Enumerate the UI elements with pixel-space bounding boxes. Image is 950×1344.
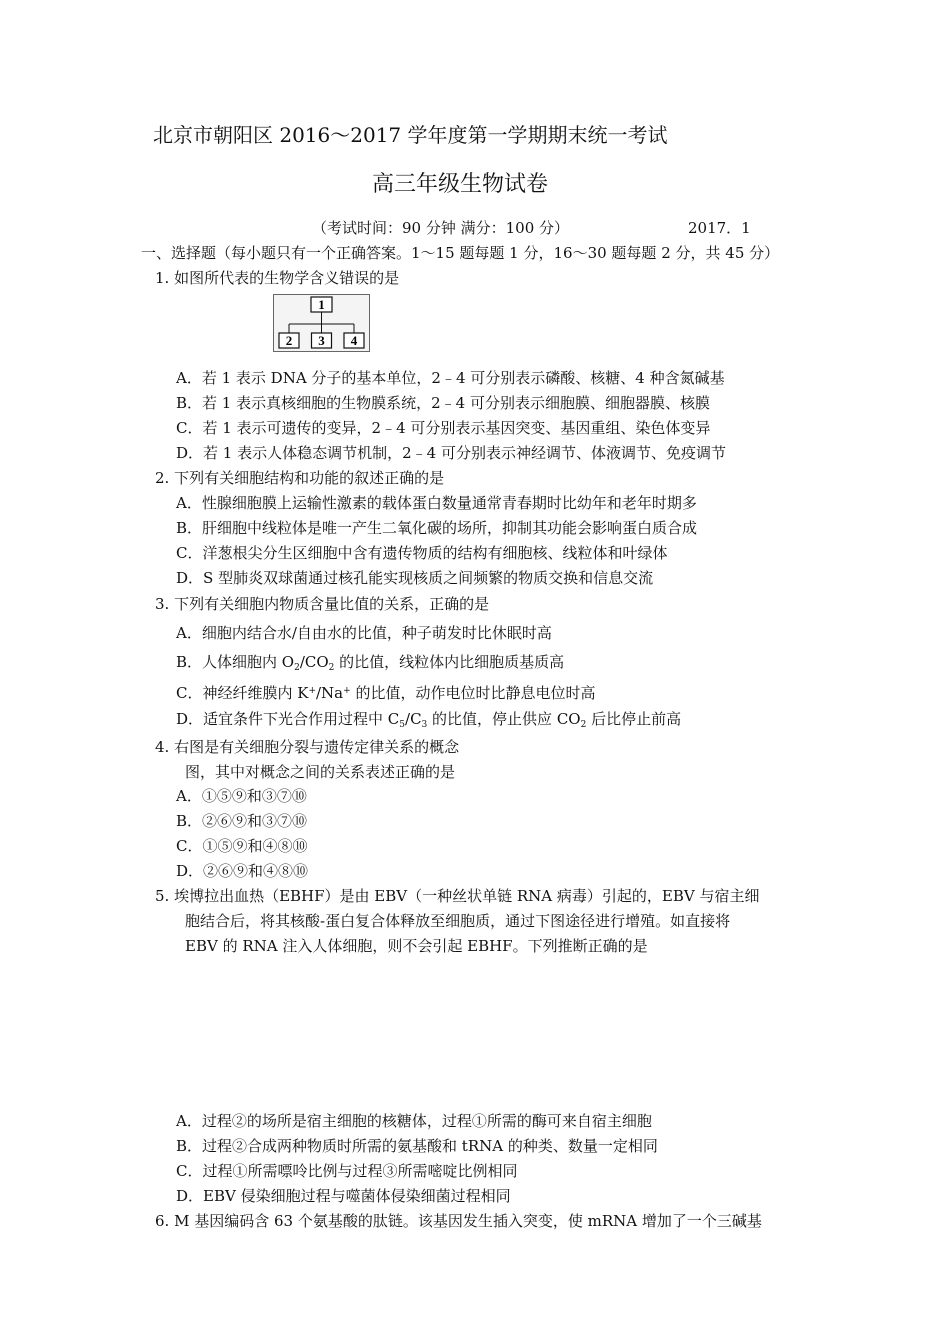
question-6-stem: 6. M 基因编码含 63 个氨基酸的肽链。该基因发生插入突变，使 mRNA 增加了一个三碱基 xyxy=(155,1212,762,1230)
q3d-mid2: 的比值，停止供应 CO xyxy=(427,710,581,728)
q3c-post: 的比值，动作电位时比静息电位时高 xyxy=(350,684,596,702)
q3-option-c xyxy=(176,681,595,703)
q1-option-d: D．若 1 表示人体稳态调节机制，2﹣4 可分别表示神经调节、体液调节、免疫调节 xyxy=(176,444,726,462)
q3d-mid: /C xyxy=(405,710,422,728)
q3d-sub-2: 3 xyxy=(421,720,428,730)
question-4-stem-line2: 图，其中对概念之间的关系表述正确的是 xyxy=(185,763,456,781)
q3b-post: 的比值，线粒体内比细胞质基质高 xyxy=(334,653,565,671)
question-4-stem-line1: 4. 右图是有关细胞分裂与遗传定律关系的概念 xyxy=(155,738,460,756)
q5-option-d: D．EBV 侵染细胞过程与噬菌体侵染细菌过程相同 xyxy=(176,1187,511,1205)
question-5-stem-line3: EBV 的 RNA 注入人体细胞，则不会引起 EBHF。下列推断正确的是 xyxy=(185,937,648,955)
q4-option-c: C．①⑤⑨和④⑧⑩ xyxy=(176,837,308,855)
q3c-pre: C．神经纤维膜内 K xyxy=(176,684,309,702)
q3c-sup-2: + xyxy=(343,686,351,696)
q3d-post: 后比停止前高 xyxy=(586,710,682,728)
q2-option-c: C．洋葱根尖分生区细胞中含有遗传物质的结构有细胞核、线粒体和叶绿体 xyxy=(176,544,668,562)
q3d-sub-3: 2 xyxy=(580,720,587,730)
q3-option-b xyxy=(176,652,564,678)
exam-title: 北京市朝阳区 2016～2017 学年度第一学期期末统一考试 xyxy=(153,123,668,147)
q4-option-d: D．②⑥⑨和④⑧⑩ xyxy=(176,862,309,880)
q3c-sup-1: + xyxy=(308,686,316,696)
q5-option-b: B．过程②合成两种物质时所需的氨基酸和 tRNA 的种类、数量一定相同 xyxy=(176,1137,658,1155)
q1-option-b: B．若 1 表示真核细胞的生物膜系统，2﹣4 可分别表示细胞膜、细胞器膜、核膜 xyxy=(176,394,710,412)
q1-option-a: A．若 1 表示 DNA 分子的基本单位，2﹣4 可分别表示磷酸、核糖、4 种含氮碱基 xyxy=(176,369,725,387)
q2-option-b: B．肝细胞中线粒体是唯一产生二氧化碳的场所，抑制其功能会影响蛋白质合成 xyxy=(176,519,698,537)
q3b-pre: B．人体细胞内 O xyxy=(176,653,295,671)
q3-option-d xyxy=(176,709,681,735)
concept-tree-svg xyxy=(274,295,369,351)
q2-option-d: D．S 型肺炎双球菌通过核孔能实现核质之间频繁的物质交换和信息交流 xyxy=(176,569,654,587)
node-1-label: 1 xyxy=(318,297,325,312)
question-3-stem: 3. 下列有关细胞内物质含量比值的关系，正确的是 xyxy=(155,595,490,613)
q3d-sub-1: 5 xyxy=(399,720,406,730)
question-1-stem: 1. 如图所代表的生物学含义错误的是 xyxy=(155,269,400,287)
question-5-stem-line1: 5. 埃博拉出血热（EBHF）是由 EBV（一种丝状单链 RNA 病毒）引起的，EBV 与宿主细 xyxy=(155,887,760,905)
q2-option-a: A．性腺细胞膜上运输性激素的载体蛋白数量通常青春期时比幼年和老年时期多 xyxy=(176,494,697,512)
q3-option-a: A．细胞内结合水/自由水的比值，种子萌发时比休眠时高 xyxy=(176,624,552,642)
section-heading: 一、选择题（每小题只有一个正确答案。1～15 题每题 1 分，16～30 题每题 2 分，共 45 分） xyxy=(141,244,780,262)
node-3-label: 3 xyxy=(318,333,325,348)
node-2-label: 2 xyxy=(285,333,293,348)
q3b-sub-2: 2 xyxy=(328,663,335,673)
q4-option-b: B．②⑥⑨和③⑦⑩ xyxy=(176,812,308,830)
q5-option-c: C．过程①所需嘌呤比例与过程③所需嘧啶比例相同 xyxy=(176,1162,518,1180)
q5-option-a: A．过程②的场所是宿主细胞的核糖体，过程①所需的酶可来自宿主细胞 xyxy=(176,1112,652,1130)
paper-subtitle: 高三年级生物试卷 xyxy=(372,172,549,197)
q3d-pre: D．适宜条件下光合作用过程中 C xyxy=(176,710,400,728)
question-5-stem-line2: 胞结合后，将其核酸-蛋白复合体释放至细胞质，通过下图途径进行增殖。如直接将 xyxy=(185,912,731,930)
q3b-mid: /CO xyxy=(299,653,329,671)
concept-tree-diagram xyxy=(273,294,370,352)
q4-option-a: A．①⑤⑨和③⑦⑩ xyxy=(176,787,307,805)
exam-date: 2017．1 xyxy=(688,219,751,237)
exam-info: （考试时间：90 分钟 满分：100 分） xyxy=(312,219,570,237)
q3c-mid: /Na xyxy=(316,684,344,702)
q3b-sub-1: 2 xyxy=(294,663,300,673)
question-2-stem: 2. 下列有关细胞结构和功能的叙述正确的是 xyxy=(155,469,445,487)
node-4-label: 4 xyxy=(350,333,358,348)
q1-option-c: C．若 1 表示可遗传的变异，2﹣4 可分别表示基因突变、基因重组、染色体变异 xyxy=(176,419,711,437)
